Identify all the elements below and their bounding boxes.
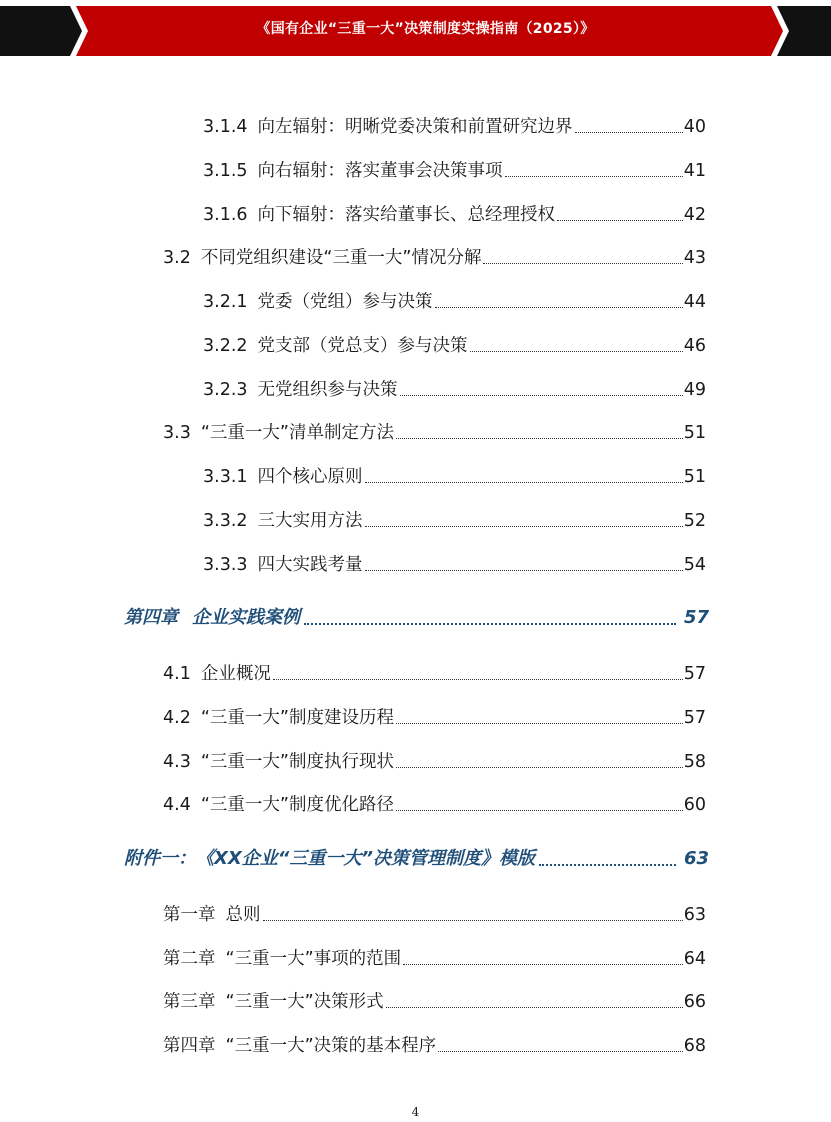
toc-entry-title: “三重一大”决策形式 <box>225 992 384 1012</box>
toc-entry-title: “三重一大”清单制定方法 <box>200 423 394 443</box>
dot-leader <box>263 920 683 921</box>
toc-entry-3-3[interactable] <box>163 420 706 446</box>
toc-entry-page: 54 <box>683 555 706 575</box>
dot-leader <box>365 526 683 527</box>
toc-entry-page: 43 <box>683 248 706 268</box>
toc-entry-appendix-ch2[interactable] <box>163 946 706 972</box>
dot-leader <box>400 395 683 396</box>
toc-appendix-1[interactable] <box>124 844 709 874</box>
toc-entry-3-2[interactable] <box>163 245 706 271</box>
toc-entry-title: 四个核心原则 <box>257 467 363 487</box>
toc-entry-number: 3.2.2 <box>203 336 248 356</box>
toc-entry-title: 向右辐射：落实董事会决策事项 <box>257 161 503 181</box>
toc-chapter-page: 63 <box>683 848 709 869</box>
toc-entry-number: 3.2.3 <box>203 380 248 400</box>
toc-entry-page: 44 <box>683 292 706 312</box>
dot-leader <box>403 964 683 965</box>
toc-entry-number: 3.1.5 <box>203 161 248 181</box>
dot-leader <box>505 176 683 177</box>
toc-entry-3-3-3[interactable] <box>203 552 706 578</box>
toc-entry-page: 64 <box>683 949 706 969</box>
toc-entry-number: 3.3.1 <box>203 467 248 487</box>
toc-entry-3-1-6[interactable] <box>203 202 706 228</box>
toc-entry-page: 57 <box>683 664 706 684</box>
toc-entry-4-2[interactable] <box>163 705 706 731</box>
dot-leader <box>365 482 683 483</box>
toc-entry-number: 3.2.1 <box>203 292 248 312</box>
toc-entry-3-1-5[interactable] <box>203 158 706 184</box>
dot-leader <box>396 723 683 724</box>
toc-entry-number: 4.4 <box>163 795 191 815</box>
toc-entry-4-4[interactable] <box>163 792 706 818</box>
toc-entry-title: “三重一大”制度执行现状 <box>200 752 394 772</box>
document-title: 《国有企业“三重一大”决策制度实操指南（2025）》 <box>256 21 595 37</box>
toc-entry-3-3-2[interactable] <box>203 508 706 534</box>
toc-entry-number: 第一章 <box>163 905 216 925</box>
dot-leader <box>396 810 683 811</box>
toc-entry-number: 3.3 <box>163 423 191 443</box>
dot-leader <box>557 220 683 221</box>
toc-entry-3-2-2[interactable] <box>203 333 706 359</box>
toc-entry-title: 党支部（党总支）参与决策 <box>257 336 468 356</box>
toc-entry-page: 52 <box>683 511 706 531</box>
toc-entry-title: “三重一大”制度优化路径 <box>200 795 394 815</box>
toc-entry-number: 3.1.6 <box>203 205 248 225</box>
toc-entry-page: 60 <box>683 795 706 815</box>
toc-chapter-title: 企业实践案例 <box>192 607 300 628</box>
dot-leader <box>365 570 683 571</box>
dot-leader <box>396 438 683 439</box>
toc-entry-page: 51 <box>683 467 706 487</box>
toc-entry-appendix-ch1[interactable] <box>163 902 706 928</box>
toc-entry-page: 40 <box>683 117 706 137</box>
dot-leader <box>539 864 676 866</box>
toc-entry-4-1[interactable] <box>163 661 706 687</box>
toc-entry-3-3-1[interactable] <box>203 464 706 490</box>
toc-entry-title: 无党组织参与决策 <box>257 380 398 400</box>
page-number: 4 <box>411 1105 420 1119</box>
toc-entry-number: 3.2 <box>163 248 191 268</box>
toc-chapter-title: 附件一：《XX企业“三重一大”决策管理制度》模版 <box>124 848 535 869</box>
toc-entry-number: 4.2 <box>163 708 191 728</box>
toc-entry-page: 49 <box>683 380 706 400</box>
toc-entry-page: 51 <box>683 423 706 443</box>
toc-entry-page: 63 <box>683 905 706 925</box>
dot-leader <box>386 1007 683 1008</box>
toc-entry-title: 向左辐射：明晰党委决策和前置研究边界 <box>257 117 573 137</box>
toc-entry-title: 党委（党组）参与决策 <box>257 292 433 312</box>
toc-entry-number: 第二章 <box>163 949 216 969</box>
toc-entry-title: “三重一大”事项的范围 <box>225 949 402 969</box>
toc-entry-number: 第四章 <box>163 1036 216 1056</box>
toc-entry-4-3[interactable] <box>163 749 706 775</box>
toc-entry-number: 4.3 <box>163 752 191 772</box>
toc-entry-page: 66 <box>683 992 706 1012</box>
dot-leader <box>304 623 676 625</box>
toc-entry-number: 3.1.4 <box>203 117 248 137</box>
toc-entry-appendix-ch4[interactable] <box>163 1033 706 1059</box>
toc-entry-3-1-4[interactable] <box>203 114 706 140</box>
toc-entry-appendix-ch3[interactable] <box>163 989 706 1015</box>
dot-leader <box>483 263 682 264</box>
toc-entry-page: 68 <box>683 1036 706 1056</box>
dot-leader <box>470 351 683 352</box>
dot-leader <box>435 307 683 308</box>
toc-entry-3-2-1[interactable] <box>203 289 706 315</box>
toc-entry-page: 41 <box>683 161 706 181</box>
toc-entry-number: 第三章 <box>163 992 216 1012</box>
dot-leader <box>575 132 683 133</box>
toc-entry-page: 58 <box>683 752 706 772</box>
dot-leader <box>273 679 683 680</box>
toc-entry-title: “三重一大”决策的基本程序 <box>225 1036 437 1056</box>
toc-entry-title: “三重一大”制度建设历程 <box>200 708 394 728</box>
toc-entry-title: 向下辐射：落实给董事长、总经理授权 <box>257 205 556 225</box>
header-banner <box>0 0 831 56</box>
toc-entry-number: 3.3.3 <box>203 555 248 575</box>
toc-entry-3-2-3[interactable] <box>203 377 706 403</box>
toc-entry-title: 不同党组织建设“三重一大”情况分解 <box>200 248 482 268</box>
toc-entry-page: 57 <box>683 708 706 728</box>
toc-entry-page: 42 <box>683 205 706 225</box>
toc-entry-title: 三大实用方法 <box>257 511 363 531</box>
dot-leader <box>438 1051 683 1052</box>
toc-entry-title: 企业概况 <box>200 664 271 684</box>
toc-entry-page: 46 <box>683 336 706 356</box>
toc-entry-title: 四大实践考量 <box>257 555 363 575</box>
toc-entry-number: 3.3.2 <box>203 511 248 531</box>
toc-chapter-4[interactable] <box>124 603 709 633</box>
toc-entry-number: 4.1 <box>163 664 191 684</box>
dot-leader <box>396 767 683 768</box>
toc-chapter-number: 第四章 <box>124 607 178 628</box>
toc-chapter-page: 57 <box>683 607 709 628</box>
toc-entry-title: 总则 <box>225 905 261 925</box>
